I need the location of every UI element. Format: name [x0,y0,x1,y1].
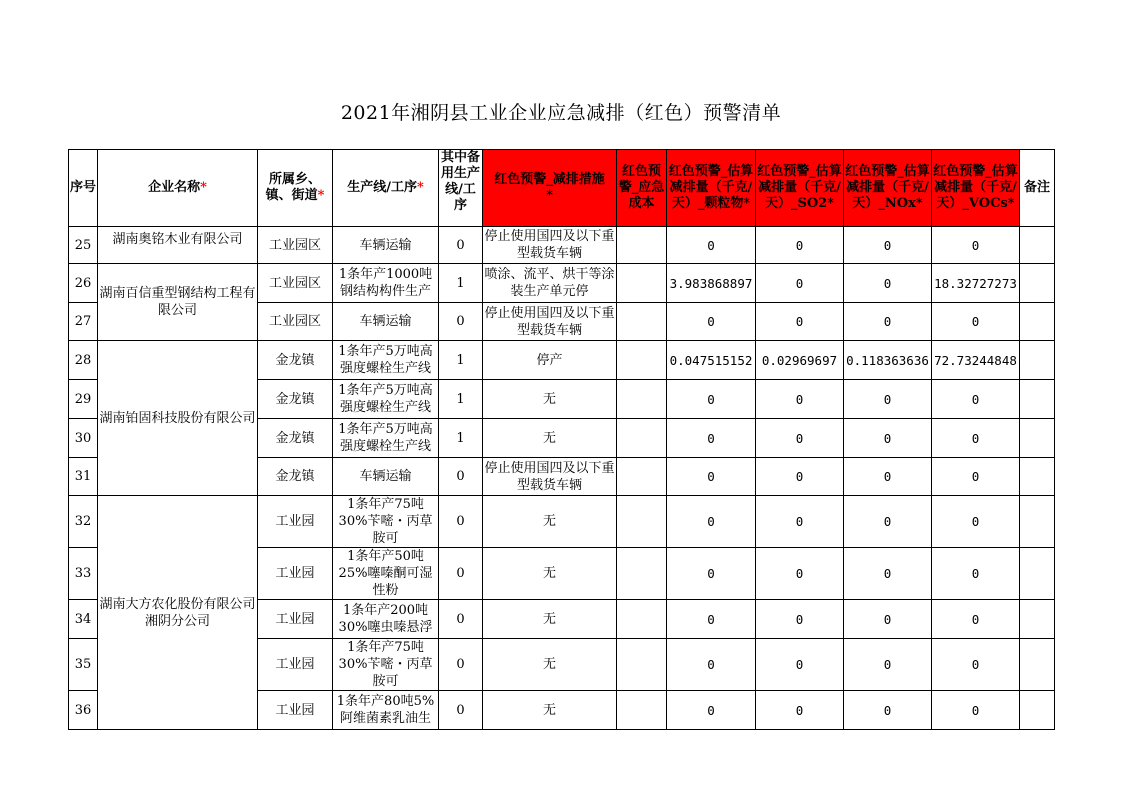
emission-table [68,149,1055,730]
header-pm: 红色预警_估算减排量（千克/天）_颗粒物* [667,150,756,227]
table-row: 25 湖南奥铭木业有限公司 工业园区 车辆运输 0 停止使用国四及以下重型载货车辆 0 0 0 0 [69,227,1055,264]
header-nox: 红色预警_估算减排量（千克/天）_NOx* [844,150,932,227]
header-so2: 红色预警_估算减排量（千克/天）_SO2* [756,150,844,227]
header-note: 备注 [1020,150,1055,227]
header-town: 所属乡、镇、街道* [258,150,333,227]
header-measure: 红色预警_减排措施 * [483,150,617,227]
header-company: 企业名称* [98,150,258,227]
header-line: 生产线/工序* [333,150,439,227]
header-row [69,150,1055,227]
table-row: 31 金龙镇 车辆运输 0 停止使用国四及以下重型载货车辆 0 0 0 0 [69,458,1055,496]
company-cell: 湖南奥铭木业有限公司 [98,227,258,264]
table-row: 33 工业园 1条年产50吨25%噻嗪酮可湿性粉 0 无 0 0 0 0 [69,548,1055,600]
table-row: 27 工业园区 车辆运输 0 停止使用国四及以下重型载货车辆 0 0 0 0 [69,303,1055,341]
header-cost: 红色预警_应急成本 [617,150,667,227]
table-row: 34 工业园 1条年产200吨30%噻虫嗪悬浮 0 无 0 0 0 0 [69,600,1055,639]
company-cell: 湖南铂固科技股份有限公司 [98,341,258,496]
table-row: 26 湖南百信重型钢结构工程有限公司 工业园区 1条年产1000吨钢结构构件生产 1 喷涂、流平、烘干等涂装生产单元停 3.983868897 0 0 18.32727273 [69,264,1055,303]
header-vocs: 红色预警_估算减排量（千克/天）_VOCs* [932,150,1020,227]
document-title: 2021年湘阴县工业企业应急减排（红色）预警清单 [340,102,782,124]
table-row: 36 工业园 1条年产80吨5%阿维菌素乳油生 0 无 0 0 0 0 [69,691,1055,730]
header-seq: 序号 [69,150,98,227]
table-row: 32 湖南大方农化股份有限公司湘阴分公司 工业园 1条年产75吨30%苄嘧・丙草胺可 0 无 0 0 0 0 [69,496,1055,548]
company-cell: 湖南大方农化股份有限公司湘阴分公司 [98,496,258,730]
table-row: 30 金龙镇 1条年产5万吨高强度螺栓生产线 1 无 0 0 0 0 [69,419,1055,458]
company-cell: 湖南百信重型钢结构工程有限公司 [98,264,258,341]
table-row: 29 金龙镇 1条年产5万吨高强度螺栓生产线 1 无 0 0 0 0 [69,380,1055,419]
table-row: 35 工业园 1条年产75吨30%苄嘧・丙草胺可 0 无 0 0 0 0 [69,639,1055,691]
table-row: 28 湖南铂固科技股份有限公司 金龙镇 1条年产5万吨高强度螺栓生产线 1 停产 0.047515152 0.02969697 0.118363636 72.73244848 [69,341,1055,380]
header-backup: 其中备用生产线/工序 [439,150,483,227]
